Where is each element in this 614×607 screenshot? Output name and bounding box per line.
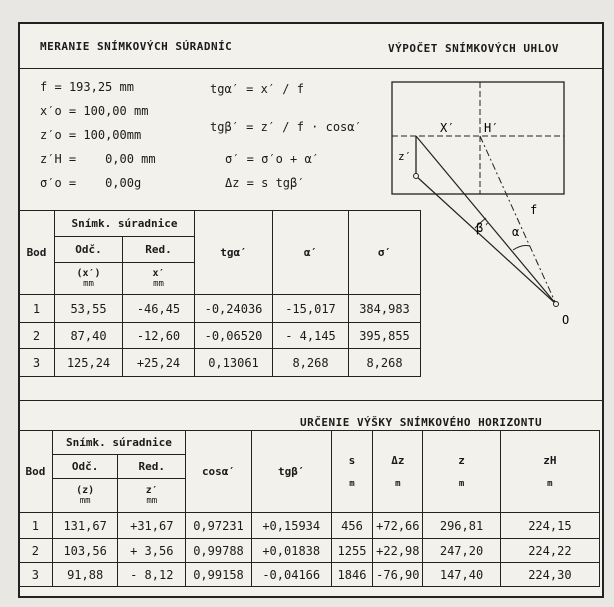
f-label: f: [530, 203, 538, 217]
right-title: VÝPOČET SNÍMKOVÝCH UHLOV: [388, 42, 559, 55]
t2-cell: +0,01838: [251, 539, 331, 563]
alpha-label: α: [512, 225, 520, 239]
t1-header-odc-sub: (x′) mm: [55, 263, 123, 295]
t2-header-red: Red.: [118, 455, 186, 479]
t1-cell: -46,45: [123, 295, 195, 323]
t1-cell: -15,017: [273, 295, 349, 323]
t2-cell: +31,67: [118, 513, 186, 539]
t1-cell: 8,268: [349, 349, 421, 377]
t2-cell: 224,30: [500, 563, 599, 587]
t1-cell: 8,268: [273, 349, 349, 377]
axis-line: [480, 136, 556, 304]
angles-table: [18, 210, 421, 377]
form-sheet: [18, 22, 604, 598]
t2-cell: 131,67: [52, 513, 118, 539]
t1-cell: 87,40: [55, 323, 123, 349]
t1-header-red-sub: x′ mm: [123, 263, 195, 295]
t2-header-group: Snímk. súradnice: [52, 431, 185, 455]
t1-header-s: σ′: [349, 211, 421, 295]
t2-header-dz: Δz m: [373, 431, 423, 513]
t1-cell: -12,60: [123, 323, 195, 349]
t2-cell: 1846: [331, 563, 373, 587]
header-divider: [20, 68, 602, 69]
t2-cell: +72,66: [373, 513, 423, 539]
table-row: [19, 513, 600, 539]
t2-cell: 3: [19, 563, 53, 587]
formula-tga: tgα′ = x′ / f: [210, 82, 304, 96]
t2-header-cos: cosα′: [186, 431, 252, 513]
t2-cell: 0,99788: [186, 539, 252, 563]
t2-cell: -0,04166: [251, 563, 331, 587]
z-label: z′: [398, 150, 412, 163]
t1-header-a: α′: [273, 211, 349, 295]
t2-cell: 247,20: [423, 539, 500, 563]
t1-cell: 125,24: [55, 349, 123, 377]
param-f: f = 193,25 mm: [40, 80, 134, 94]
t1-cell: 384,983: [349, 295, 421, 323]
t2-header-tgb: tgβ′: [251, 431, 331, 513]
t1-cell: 0,13061: [195, 349, 273, 377]
t1-cell: 53,55: [55, 295, 123, 323]
origin-label: O: [562, 313, 570, 324]
t1-cell: 3: [19, 349, 55, 377]
t1-cell: +25,24: [123, 349, 195, 377]
t1-cell: 395,855: [349, 323, 421, 349]
t2-cell: 224,22: [500, 539, 599, 563]
point-marker: [414, 174, 419, 179]
t2-header-red-sub: z′ mm: [118, 479, 186, 513]
ray-upper: [416, 136, 556, 304]
ray-lower: [416, 176, 556, 304]
origin-marker: [554, 302, 559, 307]
h-label: H′: [484, 121, 499, 135]
t1-cell: - 4,145: [273, 323, 349, 349]
t2-cell: 103,56: [52, 539, 118, 563]
t2-header-zh: zH m: [500, 431, 599, 513]
t1-header-group: Snímk. súradnice: [55, 211, 195, 237]
t1-header-red: Red.: [123, 237, 195, 263]
table-row: [19, 563, 600, 587]
t2-cell: - 8,12: [118, 563, 186, 587]
t1-cell: -0,24036: [195, 295, 273, 323]
t1-cell: 2: [19, 323, 55, 349]
t2-cell: +0,15934: [251, 513, 331, 539]
t1-header-tga: tgα′: [195, 211, 273, 295]
t2-cell: 296,81: [423, 513, 500, 539]
t2-header-z: z m: [423, 431, 500, 513]
param-sigma: σ′o = 0,00g: [40, 176, 142, 190]
t2-cell: 1: [19, 513, 53, 539]
x-label: X′: [440, 121, 455, 135]
param-zh: z′H = 0,00 mm: [40, 152, 156, 166]
t1-cell: 1: [19, 295, 55, 323]
t2-header-odc: Odč.: [52, 455, 118, 479]
t2-cell: 91,88: [52, 563, 118, 587]
formula-sigma: σ′ = σ′o + α′: [225, 152, 319, 166]
param-xo: x′o = 100,00 mm: [40, 104, 149, 118]
table-row: [19, 323, 421, 349]
section-divider: [20, 400, 602, 401]
t1-header-odc: Odč.: [55, 237, 123, 263]
table-row: [19, 349, 421, 377]
horizon-table: [18, 430, 600, 587]
t2-cell: 0,97231: [186, 513, 252, 539]
t1-cell: -0,06520: [195, 323, 273, 349]
t2-header-odc-sub: (z) mm: [52, 479, 118, 513]
t2-cell: 2: [19, 539, 53, 563]
param-zo: z′o = 100,00mm: [40, 128, 142, 142]
t2-cell: +22,98: [373, 539, 423, 563]
t1-header-bod: Bod: [19, 211, 55, 295]
t2-cell: -76,90: [373, 563, 423, 587]
t2-header-s: s m: [331, 431, 373, 513]
t2-cell: 147,40: [423, 563, 500, 587]
t2-cell: 456: [331, 513, 373, 539]
left-title: MERANIE SNÍMKOVÝCH SÚRADNÍC: [40, 40, 233, 53]
t2-cell: 1255: [331, 539, 373, 563]
formula-tgb: tgβ′ = z′ / f · cosα′: [210, 120, 362, 134]
formula-dz: Δz = s tgβ′: [225, 176, 305, 190]
beta-label: β′: [476, 221, 491, 235]
table-row: [19, 295, 421, 323]
table-row: [19, 539, 600, 563]
section-title: URČENIE VÝŠKY SNÍMKOVÉHO HORIZONTU: [300, 416, 543, 429]
t2-header-bod: Bod: [19, 431, 53, 513]
alpha-arc: [513, 246, 530, 251]
t2-cell: 0,99158: [186, 563, 252, 587]
t2-cell: 224,15: [500, 513, 599, 539]
t2-cell: + 3,56: [118, 539, 186, 563]
